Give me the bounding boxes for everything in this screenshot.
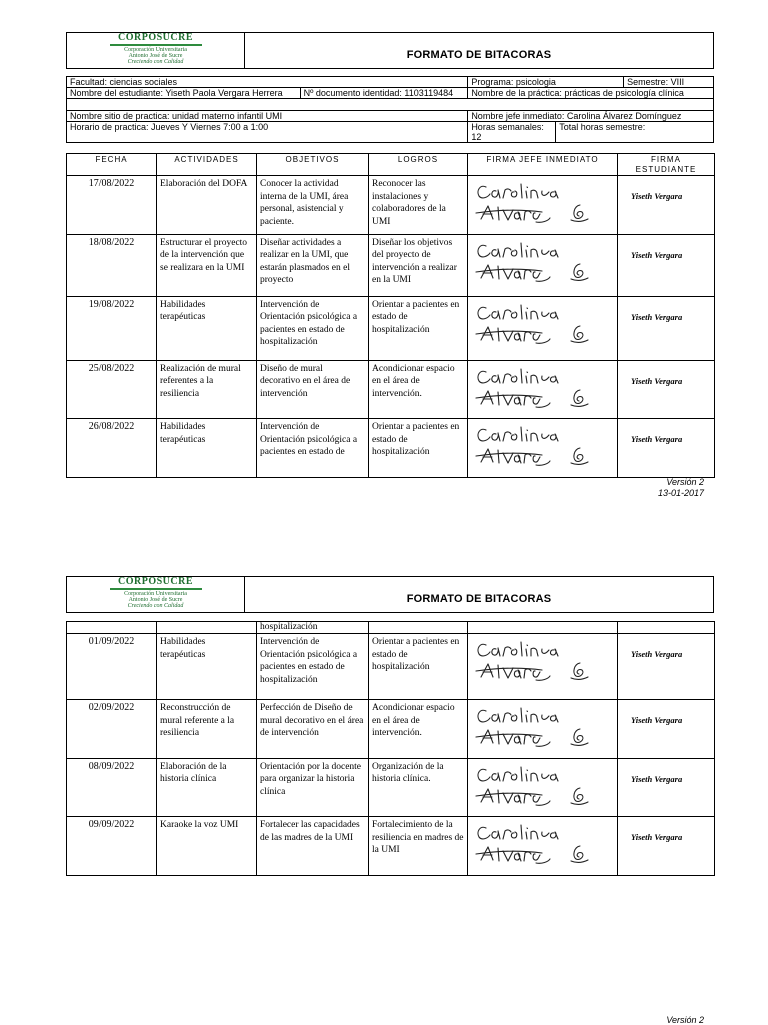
supervisor-signature <box>472 637 614 690</box>
table-row <box>67 296 715 360</box>
cell-actividad: Karaoke la voz UMI <box>157 817 257 876</box>
cell-fecha: 17/08/2022 <box>67 176 157 235</box>
supervisor-signature <box>472 300 614 353</box>
cell-fecha: 08/09/2022 <box>67 758 157 817</box>
cell-objetivo: Intervención de Orientación psicológica a pacientes en estado de <box>257 419 369 478</box>
cell-objetivo: Orientación por la docente para organizar la historia clínica <box>257 758 369 817</box>
cell-actividad: Habilidades terapéuticas <box>157 419 257 478</box>
cell-firma-estudiante <box>618 234 715 296</box>
cell-logro: Orientar a pacientes en estado de hospitalización <box>369 419 468 478</box>
cell-firma-jefe <box>468 758 618 817</box>
student-signature: Yiseth Vergara <box>631 434 683 444</box>
table-row <box>67 622 715 634</box>
practice-name: Nombre de la práctica: prácticas de psicología clínica <box>468 88 714 99</box>
supervisor-signature <box>472 238 614 291</box>
document-title: FORMATO DE BITACORAS <box>245 33 714 69</box>
supervisor-signature-icon <box>472 703 600 751</box>
student-signature: Yiseth Vergara <box>631 311 683 322</box>
col-actividades: ACTIVIDADES <box>157 154 257 176</box>
student-signature: Yiseth Vergara <box>631 249 683 260</box>
cell-actividad: Realización de mural referentes a la resiliencia <box>157 360 257 419</box>
supervisor-signature-icon <box>472 637 600 685</box>
cell-firma-estudiante <box>618 419 715 478</box>
supervisor-signature-icon <box>472 300 600 348</box>
total-hours: Total horas semestre: <box>556 122 714 143</box>
table-row <box>67 758 715 817</box>
supervisor-name: Nombre jefe inmediato: Carolina Álvarez Domínguez <box>468 111 714 122</box>
cell-objetivo: Intervención de Orientación psicológica a pacientes en estado de hospitalización <box>257 296 369 360</box>
cell-fecha: 25/08/2022 <box>67 360 157 419</box>
version-info-partial: Versión 2 <box>666 1015 704 1025</box>
supervisor-signature-icon <box>472 179 600 227</box>
document-id: Nº documento identidad: 1103119484 <box>300 88 468 99</box>
cell-firma-estudiante <box>618 758 715 817</box>
col-objetivos: OBJETIVOS <box>257 154 369 176</box>
cell-firma-jefe <box>468 817 618 876</box>
supervisor-signature-icon <box>472 820 600 868</box>
cell-objetivo: Diseñar actividades a realizar en la UMI, que estarán plasmados en el proyecto <box>257 234 369 296</box>
logo-cell <box>67 577 245 613</box>
supervisor-signature <box>472 703 614 756</box>
student-info-table <box>66 76 714 143</box>
supervisor-signature-icon <box>472 238 600 286</box>
cell-firma-estudiante <box>618 360 715 419</box>
version-info: Versión 2 13-01-2017 <box>657 477 704 498</box>
table-row <box>67 176 715 235</box>
cell-firma-jefe <box>468 234 618 296</box>
cell-firma-jefe <box>468 360 618 419</box>
page2-header <box>66 576 714 613</box>
cell-actividad: Habilidades terapéuticas <box>157 296 257 360</box>
cell-firma-jefe <box>468 700 618 759</box>
cell-logro: Acondicionar espacio en el área de intervención. <box>369 360 468 419</box>
schedule: Horario de practica: Jueves Y Viernes 7:00 a 1:00 <box>67 122 468 143</box>
student-signature: Yiseth Vergara <box>631 191 683 201</box>
logo-cell <box>67 33 245 69</box>
cell-firma-jefe <box>468 296 618 360</box>
program: Programa: psicologia <box>468 77 624 88</box>
cell-logro: Diseñar los objetivos del proyecto de intervención a realizar en la UMI <box>369 234 468 296</box>
cell-fecha: 18/08/2022 <box>67 234 157 296</box>
col-fecha: FECHA <box>67 154 157 176</box>
cell-fecha: 01/09/2022 <box>67 634 157 700</box>
cell-logro: Fortalecimiento de la resiliencia en madres de la UMI <box>369 817 468 876</box>
cell-actividad: Reconstrucción de mural referente a la resiliencia <box>157 700 257 759</box>
cell-firma-jefe <box>468 176 618 235</box>
weekly-hours: Horas semanales: 12 <box>468 122 556 143</box>
cell-fecha: 09/09/2022 <box>67 817 157 876</box>
cell-firma-jefe <box>468 419 618 478</box>
supervisor-signature <box>472 762 614 815</box>
table-row <box>67 700 715 759</box>
supervisor-signature <box>472 422 614 475</box>
cell-firma-estudiante <box>618 634 715 700</box>
page1-header <box>66 32 714 69</box>
table-row <box>67 817 715 876</box>
cell-firma-estudiante <box>618 176 715 235</box>
supervisor-signature <box>472 364 614 417</box>
cell-logro: Orientar a pacientes en estado de hospitalización <box>369 634 468 700</box>
supervisor-signature-icon <box>472 762 600 810</box>
table-row <box>67 419 715 478</box>
cell-firma-estudiante <box>618 700 715 759</box>
student-signature: Yiseth Vergara <box>631 832 683 842</box>
faculty: Facultad: ciencias sociales <box>67 77 468 88</box>
cell-actividad: Elaboración de la historia clínica <box>157 758 257 817</box>
cell-logro: Acondicionar espacio en el área de intervención. <box>369 700 468 759</box>
table-row <box>67 634 715 700</box>
table-row <box>67 234 715 296</box>
cell-firma-jefe <box>468 634 618 700</box>
cell-firma-estudiante <box>618 296 715 360</box>
col-firma-estudiante: FIRMA ESTUDIANTE <box>618 154 715 176</box>
cell-objetivo: Diseño de mural decorativo en el área de intervención <box>257 360 369 419</box>
supervisor-signature-icon <box>472 422 600 470</box>
practice-site: Nombre sitio de practica: unidad materno infantil UMI <box>67 111 468 122</box>
cell-logro: Organización de la historia clínica. <box>369 758 468 817</box>
student-name: Nombre del estudiante: Yiseth Paola Vergara Herrera <box>67 88 301 99</box>
document-title: FORMATO DE BITACORAS <box>245 577 714 613</box>
semester: Semestre: VIII <box>624 77 714 88</box>
student-signature: Yiseth Vergara <box>631 649 683 659</box>
cell-fecha: 02/09/2022 <box>67 700 157 759</box>
col-logros: LOGROS <box>369 154 468 176</box>
cell-objetivo: Intervención de Orientación psicológica a pacientes en estado de hospitalización <box>257 634 369 700</box>
cell-actividad: Estructurar el proyecto de la intervención que se realizara en la UMI <box>157 234 257 296</box>
cell-objetivo: Perfección de Diseño de mural decorativo en el área de intervención <box>257 700 369 759</box>
cell-firma-estudiante <box>618 817 715 876</box>
log-table-page2 <box>66 621 715 876</box>
cell-fecha: 19/08/2022 <box>67 296 157 360</box>
supervisor-signature <box>472 179 614 232</box>
student-signature: Yiseth Vergara <box>631 375 683 386</box>
student-signature: Yiseth Vergara <box>631 715 683 725</box>
corposucre-logo: CORPOSUCRE Corporación Universitaria Antonio José de Sucre Creciendo con Calidad <box>106 577 206 609</box>
col-firma-jefe: FIRMA JEFE INMEDIATO <box>468 154 618 176</box>
log-table-page1 <box>66 153 715 478</box>
cell-actividad: Habilidades terapéuticas <box>157 634 257 700</box>
cell-objetivo: Conocer la actividad interna de la UMI, área personal, asistencial y paciente. <box>257 176 369 235</box>
cell-logro: Orientar a pacientes en estado de hospitalización <box>369 296 468 360</box>
cell-logro: Reconocer las instalaciones y colaboradores de la UMI <box>369 176 468 235</box>
corposucre-logo: CORPOSUCRE Corporación Universitaria Antonio José de Sucre Creciendo con Calidad <box>106 33 206 65</box>
table-row <box>67 360 715 419</box>
supervisor-signature-icon <box>472 364 600 412</box>
cell-actividad: Elaboración del DOFA <box>157 176 257 235</box>
student-signature: Yiseth Vergara <box>631 773 683 784</box>
cell-continuation: hospitalización <box>257 622 369 634</box>
cell-fecha: 26/08/2022 <box>67 419 157 478</box>
cell-objetivo: Fortalecer las capacidades de las madres de la UMI <box>257 817 369 876</box>
supervisor-signature <box>472 820 614 873</box>
